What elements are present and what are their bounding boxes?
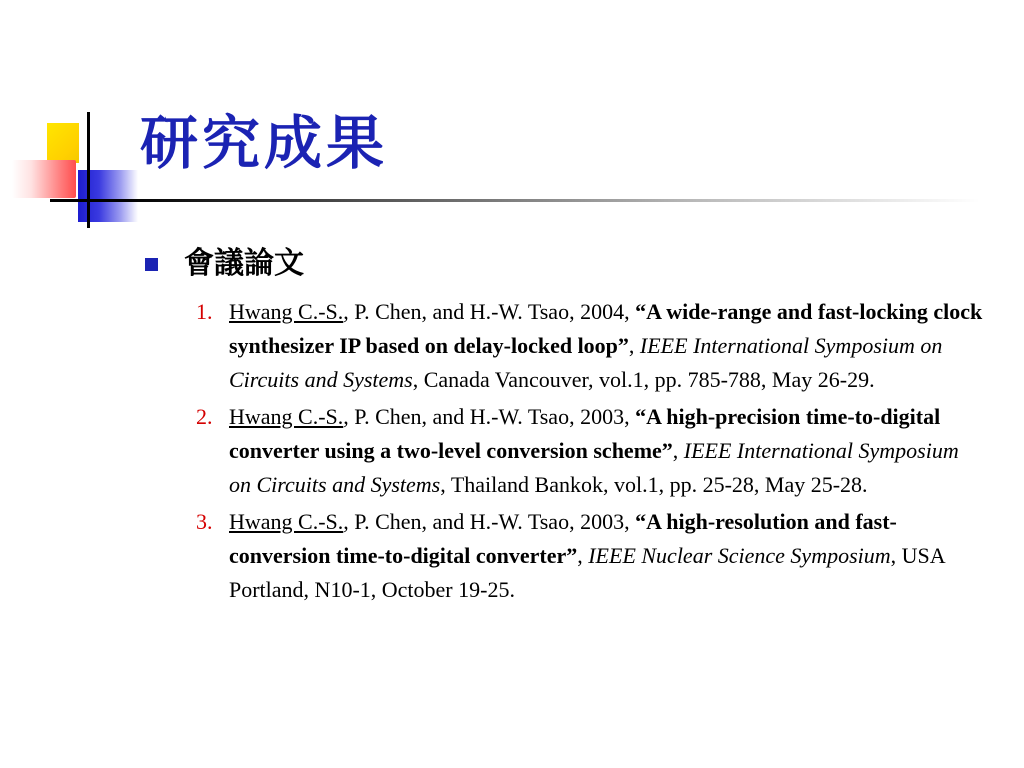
section-heading: 會議論文 — [184, 246, 304, 281]
reference-venue: IEEE International Symposium on Circuits and Systems — [229, 438, 959, 497]
reference-venue: IEEE Nuclear Science Symposium — [588, 543, 891, 568]
decor-yellow-square — [47, 123, 79, 163]
decor-red-square — [12, 160, 76, 198]
square-bullet-icon — [145, 258, 158, 271]
reference-details: , USA Portland, N10-1, October 19-25. — [229, 543, 945, 602]
reference-venue: IEEE International Symposium on Circuits and Systems — [229, 333, 943, 392]
reference-coauthors: , P. Chen, and H.-W. Tsao, 2003, — [343, 509, 636, 534]
reference-separator: , — [577, 543, 589, 568]
reference-title: “A high-precision time-to-digital converter using a two-level conversion scheme” — [229, 404, 941, 463]
reference-number: 2. — [196, 404, 213, 429]
reference-title: “A wide-range and fast-locking clock synthesizer IP based on delay-locked loop” — [229, 299, 983, 358]
reference-list — [184, 295, 984, 610]
reference-number: 1. — [196, 299, 213, 324]
reference-details: , Canada Vancouver, vol.1, pp. 785-788, May 26-29. — [412, 367, 875, 392]
reference-text — [229, 400, 984, 502]
reference-text — [229, 505, 984, 607]
reference-author: Hwang C.-S. — [229, 299, 344, 324]
reference-number: 3. — [196, 509, 213, 534]
reference-item — [184, 400, 984, 502]
decor-vertical-line — [87, 112, 90, 228]
reference-separator: , — [628, 333, 640, 358]
reference-text — [229, 295, 984, 397]
reference-details: , Thailand Bankok, vol.1, pp. 25-28, May 25-28. — [440, 472, 868, 497]
reference-item — [184, 505, 984, 607]
reference-coauthors: , P. Chen, and H.-W. Tsao, 2003, — [343, 404, 636, 429]
reference-item — [184, 295, 984, 397]
reference-author: Hwang C.-S. — [229, 404, 344, 429]
reference-coauthors: , P. Chen, and H.-W. Tsao, 2004, — [343, 299, 636, 324]
title-underline — [50, 199, 980, 202]
reference-separator: , — [672, 438, 684, 463]
section-bullet — [145, 240, 304, 288]
reference-title: “A high-resolution and fast-conversion time-to-digital converter” — [229, 509, 897, 568]
slide-title: 研究成果 — [140, 109, 389, 177]
reference-author: Hwang C.-S. — [229, 509, 344, 534]
